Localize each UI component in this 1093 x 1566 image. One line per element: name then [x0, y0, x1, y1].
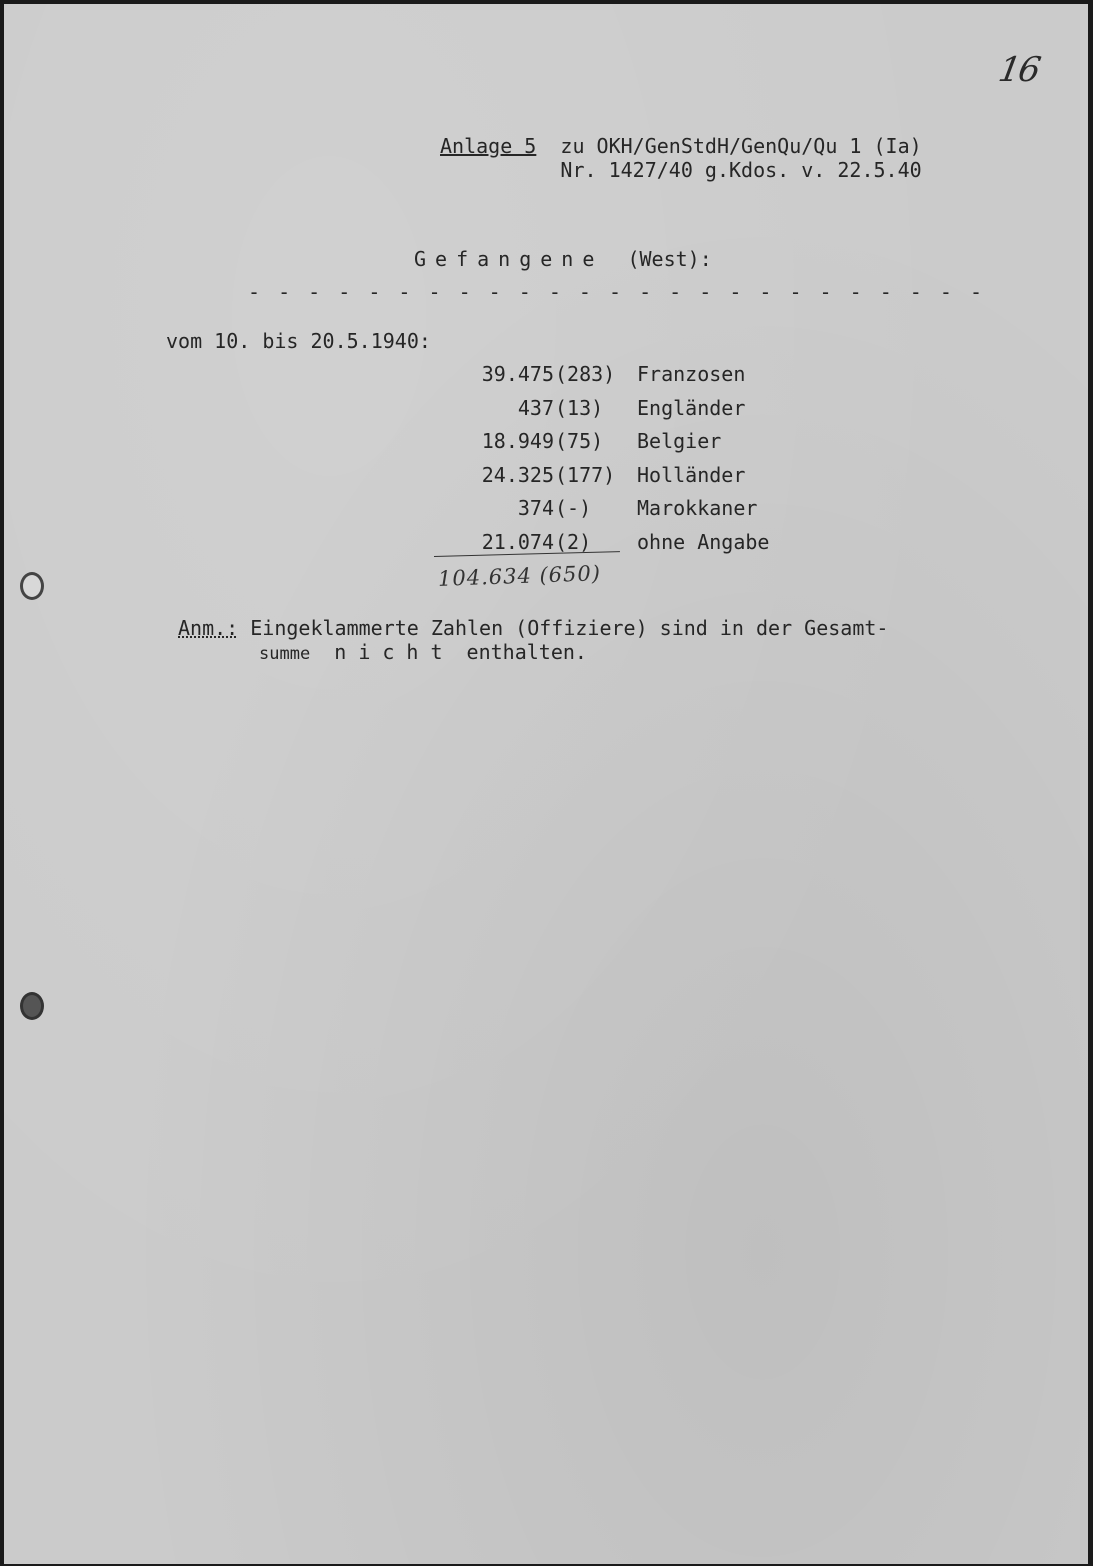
- title-suffix: (West):: [627, 247, 712, 271]
- officer-count: (177): [555, 462, 616, 487]
- prisoner-count: 18.949: [481, 429, 554, 454]
- footnote: [178, 616, 889, 664]
- prisoner-count: 374: [517, 496, 554, 521]
- punch-hole-bottom: [20, 992, 44, 1020]
- note-line-2-end: enthalten.: [466, 640, 587, 664]
- handwritten-page-number: 16: [995, 50, 1042, 90]
- title-underline: - - - - - - - - - - - - - - - - - - - - - - - - -: [248, 280, 986, 304]
- note-line-2: [259, 640, 587, 666]
- officer-count: (-): [555, 496, 592, 521]
- punch-hole-top: [20, 572, 44, 600]
- document-reference: [440, 134, 922, 182]
- note-line-2-start: summe: [259, 644, 311, 664]
- nationality: Engländer: [637, 395, 746, 420]
- prisoner-count: 39.475: [481, 362, 554, 386]
- note-emphasis: nicht: [334, 640, 455, 664]
- period-label: vom 10. bis 20.5.1940:: [166, 329, 431, 353]
- nationality: Belgier: [637, 429, 722, 454]
- officer-count: (75): [555, 429, 604, 454]
- note-label: Anm.:: [178, 616, 239, 640]
- handwritten-total: 104.634 (650): [437, 561, 602, 591]
- nationality: Holländer: [637, 462, 746, 487]
- reference-line-1: zu OKH/GenStdH/GenQu/Qu 1 (Ia): [560, 134, 922, 158]
- officer-count: (13): [555, 395, 604, 420]
- reference-line-2: Nr. 1427/40 g.Kdos. v. 22.5.40: [560, 158, 922, 182]
- nationality: ohne Angabe: [637, 529, 770, 554]
- document-page: [4, 4, 1088, 1564]
- title-word: Gefangene: [414, 247, 604, 271]
- nationality: Franzosen: [637, 362, 746, 386]
- officer-count: (283): [555, 362, 616, 386]
- prisoner-count: 437: [517, 395, 554, 420]
- prisoner-count: 21.074: [481, 529, 554, 554]
- document-title: [414, 247, 712, 271]
- prisoner-count: 24.325: [481, 462, 554, 487]
- note-line-1: Eingeklammerte Zahlen (Offiziere) sind in der Gesamt-: [250, 616, 889, 640]
- attachment-label: Anlage 5: [440, 134, 537, 158]
- officer-count: (2): [555, 529, 592, 554]
- nationality: Marokkaner: [637, 496, 758, 521]
